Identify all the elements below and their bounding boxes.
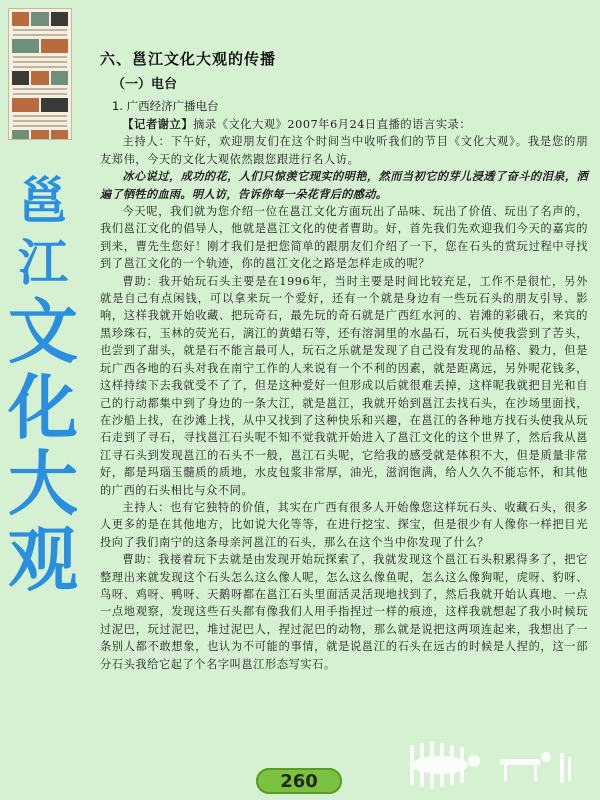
side-title-char: 化: [8, 367, 78, 449]
subsection-heading: （一）电台: [112, 77, 178, 92]
side-title-char: 观: [8, 519, 78, 601]
intro-text: 摘录《文化大观》2007年6月24日直播的语言实录：: [193, 118, 472, 131]
body-paragraph: 曹助：我接着玩下去就是由发现开始玩探索了，我就发现这个邕江石头积累得多了，把它整理出来就发现这个石头怎么这么像人呢，怎么这么像鱼呢，怎么这么像狗呢，虎呀、豹呀、鸟呀、鸡呀、鸭呀、天鹅呀都在邕江石头里面活灵活现地找到了，然后我就开始认真地、一点一点地观察，发现这些石头都有像我们人用手指捏过一样的痕迹，这样我就想起了我小时候玩过泥巴，玩过泥巴，堆过泥巴人，捏过泥巴的动物，那么就是说把这两项连起来，我想出了一条别人都不敢想象，也认为不可能的事情，就是说邕江的石头在远古的时候是人捏的，这一部分石头我给它起了个名字叫邕江形态写实石。: [100, 553, 588, 671]
body-paragraph: 主持人：也有它独特的价值，其实在广西有很多人开始像您这样玩石头、收藏石头，很多人更多的是在其他地方，比如说大化等等，在进行挖宝、探宝，但是很少有人像你一样把目光投向了我们南宁的这条母亲河邕江的石头，那么在这个当中你发现了什么？: [100, 500, 588, 549]
side-title-char: 文: [8, 291, 78, 373]
body-paragraph: 曹助：我开始玩石头主要是在1996年，当时主要是时间比较充足，工作不是很忙，另外就是自己有点闲钱，可以拿来玩一个爱好，还有一个就是身边有一些玩石头的朋友引导、影响，这样我就开始收藏、把玩奇石，最先玩的奇石就是广西红水河的、岩滩的彩硪石，来宾的黑珍珠石，玉林的荧光石，漓江的黄蜡石等，还有溶洞里的水晶石，玩石头使我尝到了苦头，也尝到了甜头，就是石不能言最可人，玩石之乐就是发现了自己没有发现的品格、毅力，但是玩广西各地的石头对我在南宁工作的人来说有一个不利的因素，就是距离远，另外呢花钱多，这样持续下去我就受不了了，但是这种爱好一但形成以后就很难丢掉，这样呢我就把目光和自己的行动都集中到了身边的一条大江，就是邕江，我就开始到邕江去找石头，在沙场里面找，在沙船上找，在沙滩上找，从中又找到了这种快乐和兴趣，在邕江的各种地方找石头使我从玩石走到了寻石，寻找邕江石头呢不知不觉我就开始进入了邕江文化的这个世界了，然后我从邕江寻石头到发现邕江的石头不一般，邕江石头呢，它给我的感受就是体积不大，但是质量非常好，都是玛瑙玉髓质的质地，水皮包浆非常厚，油光，滋润饱满，给人久久不能忘怀，和其他的广西的石头相比与众不同。: [100, 274, 588, 497]
article-body: [100, 48, 588, 673]
body-paragraph: 今天呢，我们就为您介绍一位在邕江文化方面玩出了品味、玩出了价值、玩出了名声的，我们邕江文化的倡导人，他就是邕江文化的使者曹助。好，首先我们先欢迎我们今天的嘉宾的到来，曹先生您好！刚才我们是把您简单的跟朋友们介绍了一下，您在石头的赏玩过程中寻找到了邕江文化的一个轨迹，你的邕江文化之路是怎样走成的呢？: [100, 205, 588, 271]
quote-paragraph: 冰心说过，成功的花，人们只惊羡它现实的明艳，然而当初它的芽儿浸透了奋斗的泪泉，洒遍了牺牲的血雨。明人访，告诉你每一朵花背后的感动。: [100, 169, 588, 201]
side-vertical-title: [4, 170, 82, 601]
item-heading: 1. 广西经济广播电台: [112, 99, 219, 113]
page-number-badge: 260: [256, 768, 342, 794]
intro-paragraph: [100, 116, 588, 133]
body-paragraph: 主持人：下午好，欢迎朋友们在这个时间当中收听我们的节目《文化大观》。我是您的朋友郑伟，今天的文化大观依然跟您跟进行名人访。: [100, 135, 588, 166]
side-title-char: 江: [18, 234, 68, 292]
reporter-tag: 【记者谢立】: [122, 117, 194, 131]
section-heading: 六、邕江文化大观的传播: [100, 50, 277, 68]
rock-painting-icon: [390, 735, 590, 795]
side-title-char: 邕: [18, 172, 68, 230]
magazine-thumbnail-icon: [8, 8, 72, 140]
side-title-char: 大: [8, 443, 78, 525]
